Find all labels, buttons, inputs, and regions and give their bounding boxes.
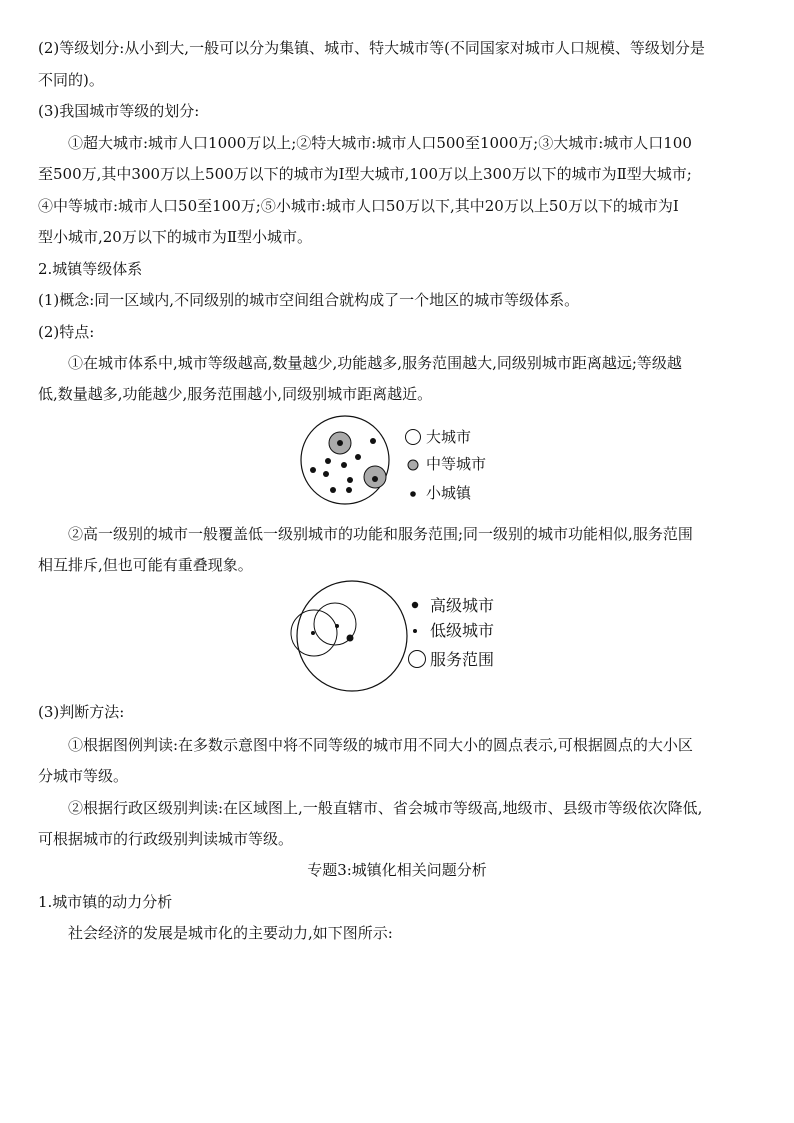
high-level-city-dot — [347, 635, 354, 642]
text-line: ①超大城市:城市人口1000万以上;②特大城市:城市人口500至1000万;③大城市:城市人口100 — [68, 134, 692, 152]
small-town-dot — [355, 454, 361, 460]
small-town-dot — [337, 440, 343, 446]
small-town-dot — [310, 467, 316, 473]
small-town-dot — [325, 458, 331, 464]
legend-medium-city-label: 中等城市 — [426, 455, 487, 473]
text-line: 分城市等级。 — [38, 767, 129, 785]
legend-high-level-city-label: 高级城市 — [430, 596, 495, 615]
legend-service-range-label: 服务范围 — [430, 650, 495, 669]
small-town-dot — [370, 438, 376, 444]
small-town-dot — [347, 477, 353, 483]
text-line: 社会经济的发展是城市化的主要动力,如下图所示: — [68, 924, 393, 942]
region-circle — [301, 416, 389, 504]
low-level-city-dot — [311, 631, 315, 635]
legend-small-town-label: 小城镇 — [426, 484, 472, 502]
text-line: ②高一级别的城市一般覆盖低一级别城市的功能和服务范围;同一级别的城市功能相似,服务范围 — [68, 525, 693, 543]
text-line: ②根据行政区级别判读:在区域图上,一般直辖市、省会城市等级高,地级市、县级市等级依次降低, — [68, 799, 703, 817]
text-line: (3)我国城市等级的划分: — [38, 102, 200, 120]
legend-large-city-icon — [406, 430, 421, 445]
small-town-dot — [341, 462, 347, 468]
text-line: 低,数量越多,功能越少,服务范围越小,同级别城市距离越近。 — [38, 385, 433, 403]
text-line: (3)判断方法: — [38, 703, 125, 721]
text-line: 不同的)。 — [38, 71, 104, 89]
text-line: 型小城市,20万以下的城市为Ⅱ型小城市。 — [38, 228, 313, 246]
low-level-city-dot — [335, 624, 339, 628]
legend-low-level-city-icon — [413, 629, 417, 633]
small-town-dot — [323, 471, 329, 477]
text-line: (2)特点: — [38, 323, 95, 341]
text-line: ①根据图例判读:在多数示意图中将不同等级的城市用不同大小的圆点表示,可根据圆点的大小区 — [68, 736, 693, 754]
section-heading: 2.城镇等级体系 — [38, 260, 143, 278]
legend-medium-city-icon — [408, 460, 418, 470]
topic-title: 专题3:城镇化相关问题分析 — [307, 861, 487, 879]
legend-low-level-city-label: 低级城市 — [430, 621, 495, 640]
small-town-dot — [330, 487, 336, 493]
text-line: (1)概念:同一区域内,不同级别的城市空间组合就构成了一个地区的城市等级体系。 — [38, 291, 580, 309]
text-line: ④中等城市:城市人口50至100万;⑤小城市:城市人口50万以下,其中20万以上50万以下的城市为Ⅰ — [38, 197, 679, 215]
legend-large-city-label: 大城市 — [426, 428, 472, 446]
city-hierarchy-figure — [300, 410, 500, 510]
text-line: (2)等级划分:从小到大,一般可以分为集镇、城市、特大城市等(不同国家对城市人口规模、等级划分是 — [38, 39, 705, 57]
legend-high-level-city-icon — [412, 602, 418, 608]
small-town-dot — [346, 487, 352, 493]
legend-service-range-icon — [409, 651, 426, 668]
section-heading: 1.城市镇的动力分析 — [38, 893, 173, 911]
text-line: 至500万,其中300万以上500万以下的城市为Ⅰ型大城市,100万以上300万以下的城市为Ⅱ型大城市; — [38, 165, 692, 183]
small-town-dot — [372, 476, 378, 482]
legend-small-town-icon — [410, 491, 416, 497]
service-range-figure — [285, 580, 515, 695]
text-line: ①在城市体系中,城市等级越高,数量越少,功能越多,服务范围越大,同级别城市距离越远;等级越 — [68, 354, 682, 372]
text-line: 相互排斥,但也可能有重叠现象。 — [38, 556, 253, 574]
text-line: 可根据城市的行政级别判读城市等级。 — [38, 830, 294, 848]
